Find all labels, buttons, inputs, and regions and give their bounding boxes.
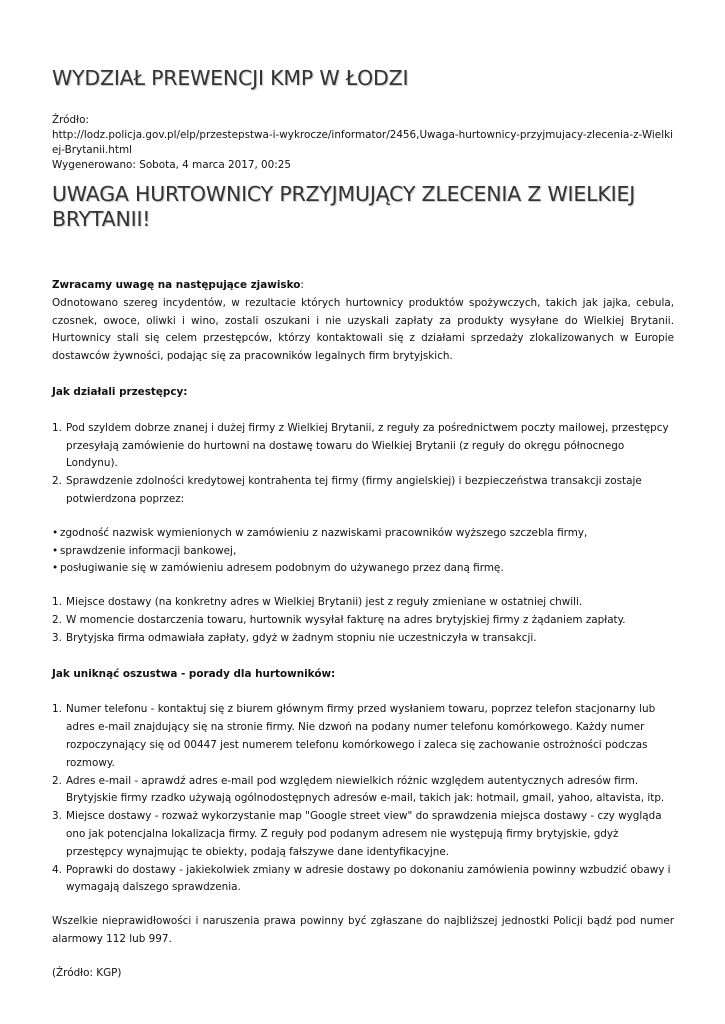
bullet-text: zgodność nazwisk wymienionych w zamówieniu z nazwiskami pracowników wyższego szczebla firmy,: [60, 526, 588, 539]
list-item: [52, 808, 674, 861]
bullet-dot: •: [52, 562, 59, 575]
bullet-text: posługiwanie się w zamówieniu adresem podobnym do używanego przez daną firmę.: [60, 562, 504, 575]
list-text: W momencie dostarczenia towaru, hurtownik wysyłał fakturę na adres brytyjskiej firmy z żądaniem zapłaty.: [66, 613, 626, 626]
source-label: Źródło:: [52, 114, 89, 126]
list-number: 1.: [52, 703, 62, 716]
section-heading-advice: Jak uniknąć oszustwa - porady dla hurtowników:: [52, 667, 336, 680]
list-item: [52, 612, 674, 630]
bullet-dot: •: [52, 526, 59, 539]
list-text: Sprawdzenie zdolności kredytowej kontrahenta tej firmy (firmy angielskiej) i bezpieczeństwa transakcji zostaje potwierdzona poprzez:: [66, 475, 642, 505]
verification-bullets: [52, 525, 674, 578]
list-text: Poprawki do dostawy - jakiekolwiek zmiany w adresie dostawy po dokonaniu zamówienia powinny wzbudzić obawy i wymagają dalszego sprawdzenia.: [66, 863, 671, 894]
intro-heading-line: [52, 277, 674, 295]
list-item: [52, 701, 674, 772]
list-text: Pod szyldem dobrze znanej i dużej firmy z Wielkiej Brytanii, z reguły za pośrednictwem poczty mailowej, przestępcy przesyłają zamówienie do hurtowni na dostawę towaru do Wielkiej Brytanii (z reguły do okręgu północnego Londynu).: [66, 421, 669, 470]
bullet-text: sprawdzenie informacji bankowej,: [60, 544, 237, 557]
bullet-item: [52, 543, 674, 561]
list-number: 1.: [52, 596, 62, 609]
closing-paragraph: Wszelkie nieprawidłowości i naruszenia prawa powinny być zgłaszane do najbliższej jednostki Policji bądź pod numer alarmowy 112 lub 997.: [52, 915, 674, 945]
list-item: [52, 862, 674, 898]
method-list-a: [52, 420, 674, 509]
list-text: Brytyjska firma odmawiała zapłaty, gdyż w żadnym stopniu nie uczestniczyła w transakcji.: [66, 631, 537, 644]
article-title: UWAGA HURTOWNICY PRZYJMUJĄCY ZLECENIA Z WIELKIEJ BRYTANII!: [52, 182, 636, 231]
list-item: [52, 594, 674, 612]
list-number: 4.: [52, 863, 62, 876]
list-item: [52, 630, 674, 648]
list-text: Miejsce dostawy (na konkretny adres w Wielkiej Brytanii) jest z reguły zmieniane w ostatniej chwili.: [66, 596, 583, 609]
section-heading-method: Jak działali przestępcy:: [52, 385, 188, 398]
advice-list: [52, 701, 674, 897]
list-number: 2.: [52, 774, 62, 787]
list-number: 2.: [52, 475, 62, 488]
list-number: 2.: [52, 613, 62, 626]
method-list-b: [52, 594, 674, 647]
source-url[interactable]: http://lodz.policja.gov.pl/elp/przestepstwa-i-wykrocze/informator/2456,Uwaga-hurtownicy-przyjmujacy-zlecenia-z-Wielkiej-Brytanii.html: [52, 129, 673, 156]
list-item: [52, 420, 674, 473]
document-meta: [52, 113, 674, 173]
intro-paragraph: Odnotowano szereg incydentów, w rezultacie których hurtownicy produktów spożywczych, takich jak jajka, cebula, czosnek, owoce, oliwki i wino, zostali oszukani i nie uzyskali zapłaty za produkty wysyłane do Wielkiej Brytanii. Hurtownicy stali się celem przestępców, którzy kontaktowali się z działami sprzedaży zlokalizowanych w Europie dostawców żywności, podając się za pracowników legalnych firm brytyjskich.: [52, 296, 674, 363]
intro-heading: Zwracamy uwagę na następujące zjawisko: [52, 279, 301, 291]
bullet-item: [52, 560, 674, 578]
list-number: 1.: [52, 421, 62, 434]
intro-colon: :: [300, 279, 304, 291]
source-note: (Źródło: KGP): [52, 966, 122, 979]
list-text: Numer telefonu - kontaktuj się z biurem głównym firmy przed wysłaniem towaru, poprzez telefon stacjonarny lub adres e-mail znajdujący się na stronie firmy. Nie dzwoń na podany numer telefonu komórkowego. Każdy numer rozpoczynający się od 00447 jest numerem telefonu komórkowego i zaleca się zachowanie ostrożności podczas rozmowy.: [66, 703, 656, 769]
list-text: Miejsce dostawy - rozważ wykorzystanie map "Google street view" do sprawdzenia miejsca dostawy - czy wygląda ono jak potencjalna lokalizacja firmy. Z reguły pod podanym adresem nie występują firmy brytyjskie, gdyż przestępcy wynajmując te obiekty, podają fałszywe dane identyfikacyjne.: [66, 810, 662, 858]
bullet-item: [52, 525, 674, 543]
bullet-dot: •: [52, 544, 59, 557]
list-item: [52, 773, 674, 809]
list-text: Adres e-mail - aprawdź adres e-mail pod względem niewielkich różnic względem autentycznych adresów firm. Brytyjskie firmy rzadko używają ogólnodostępnych adresów e-mail, takich jak: hotmail, gmail, yahoo, altavista, itp.: [66, 774, 665, 805]
article-body: [52, 277, 674, 983]
list-item: [52, 473, 674, 509]
generated-date: Wygenerowano: Sobota, 4 marca 2017, 00:25: [52, 159, 291, 171]
list-number: 3.: [52, 631, 62, 644]
site-title: WYDZIAŁ PREWENCJI KMP W ŁODZI: [52, 66, 409, 90]
list-number: 3.: [52, 810, 62, 823]
